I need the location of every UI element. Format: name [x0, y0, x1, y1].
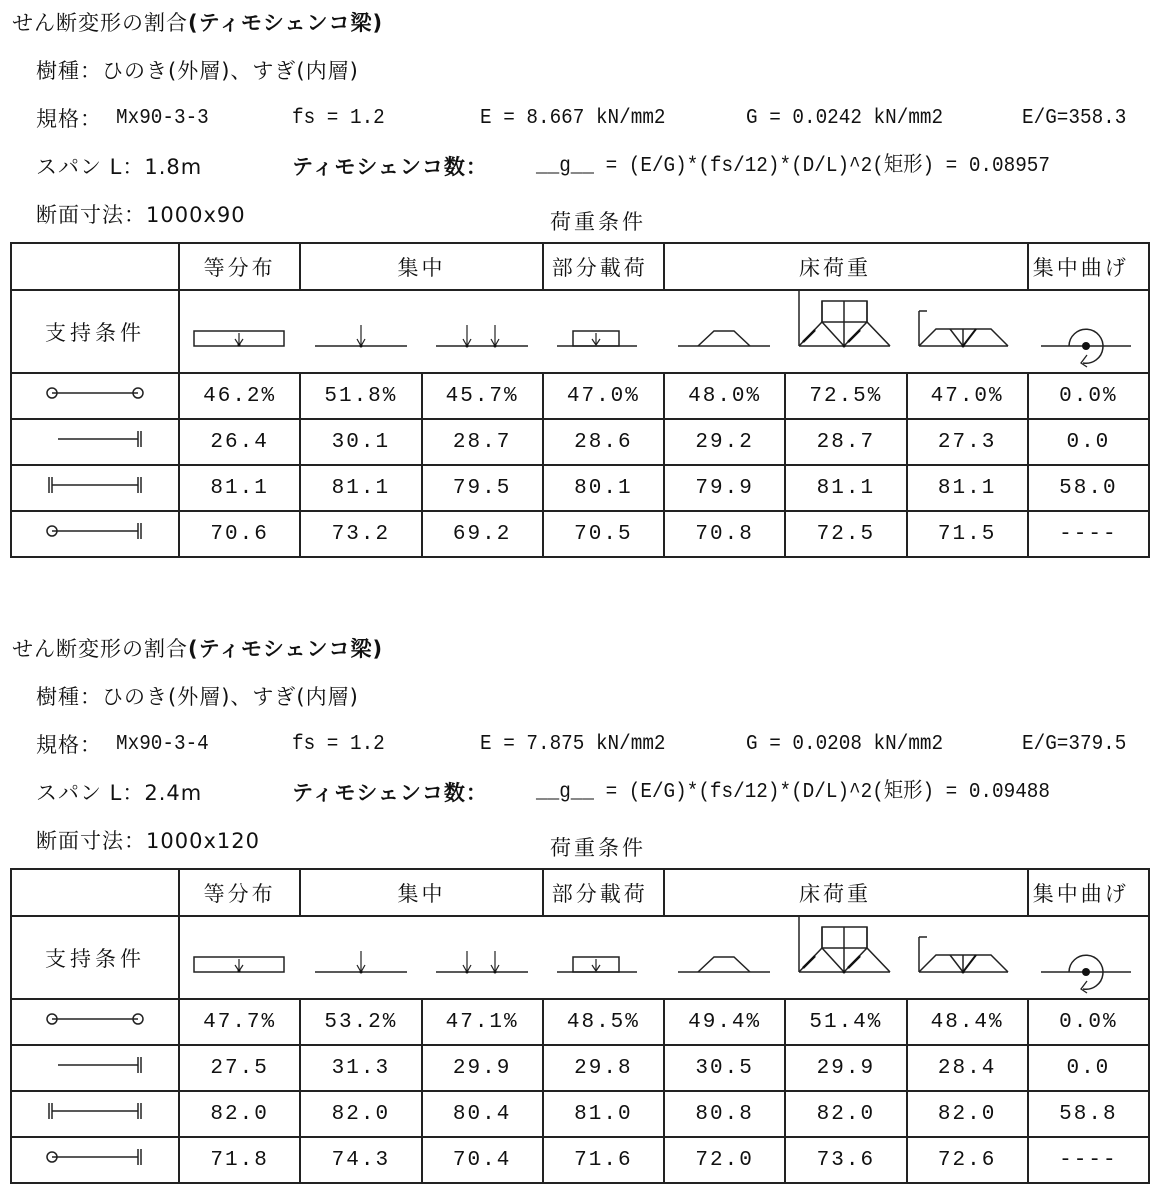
uniform-load-icon — [180, 917, 301, 998]
e-over-g: E/G=379.5 — [1022, 733, 1127, 756]
timoshenko-label: ティモシェンコ数： — [292, 781, 488, 805]
value-cell: 30.5 — [664, 1045, 785, 1091]
spec-label: 規格： — [36, 107, 102, 131]
value-cell: 48.4% — [907, 999, 1028, 1045]
table-row — [11, 465, 1149, 511]
spec-value: Mx90-3-4 — [116, 733, 209, 756]
value-cell: 51.4% — [785, 999, 906, 1045]
value-cell: 29.9 — [785, 1045, 906, 1091]
value-cell: 29.2 — [664, 419, 785, 465]
free-fixed-support-icon — [40, 429, 150, 449]
value-cell: 74.3 — [300, 1137, 421, 1183]
value-cell: 51.8% — [300, 373, 421, 419]
header-point: 集中 — [300, 869, 543, 916]
value-cell: 49.4% — [664, 999, 785, 1045]
value-cell: 73.2 — [300, 511, 421, 557]
value-cell: 81.1 — [907, 465, 1028, 511]
value-cell: 70.4 — [422, 1137, 543, 1183]
value-cell: 0.0% — [1028, 999, 1149, 1045]
floor-load-b-icon — [906, 917, 1027, 998]
value-cell: 81.1 — [179, 465, 300, 511]
table-row — [11, 1045, 1149, 1091]
value-cell: 27.5 — [179, 1045, 300, 1091]
value-cell: 72.0 — [664, 1137, 785, 1183]
floor-load-a-icon — [785, 291, 906, 372]
moment-load-icon — [1027, 917, 1148, 998]
shear-ratio-table — [10, 868, 1150, 1184]
table-row — [11, 419, 1149, 465]
header-uniform: 等分布 — [179, 243, 300, 290]
header-moment: 集中曲げ — [1028, 869, 1149, 916]
g-modulus: G = 0.0242 kN/mm2 — [746, 107, 944, 130]
value-cell: 29.8 — [543, 1045, 664, 1091]
table-row — [11, 999, 1149, 1045]
support-free-fixed — [11, 419, 179, 465]
value-cell: 82.0 — [300, 1091, 421, 1137]
point-load-center-icon — [301, 291, 422, 372]
table-row — [11, 1137, 1149, 1183]
e-over-g: E/G=358.3 — [1022, 107, 1127, 130]
timoshenko-label: ティモシェンコ数： — [292, 155, 488, 179]
result-rows — [11, 999, 1149, 1183]
pinned-pinned-support-icon — [40, 1009, 150, 1029]
value-cell: 72.5% — [785, 373, 906, 419]
support-pinned-pinned — [11, 999, 179, 1045]
two-point-load-icon — [422, 917, 543, 998]
span-line: スパン L：1.8m — [36, 155, 203, 179]
header-partial: 部分載荷 — [543, 243, 664, 290]
load-condition-label: 荷重条件 — [550, 210, 646, 234]
value-cell: 71.8 — [179, 1137, 300, 1183]
load-condition-label: 荷重条件 — [550, 836, 646, 860]
value-cell: 79.5 — [422, 465, 543, 511]
e-modulus: E = 8.667 kN/mm2 — [480, 107, 666, 130]
species-line: 樹種：ひのき(外層)、すぎ(内層) — [36, 59, 359, 83]
pinned-fixed-support-icon — [40, 1147, 150, 1167]
value-cell: 81.0 — [543, 1091, 664, 1137]
fs-value: fs = 1.2 — [292, 733, 385, 756]
value-cell: 46.2% — [179, 373, 300, 419]
value-cell: 58.8 — [1028, 1091, 1149, 1137]
value-cell: 0.0 — [1028, 419, 1149, 465]
header-point: 集中 — [300, 243, 543, 290]
value-cell: 70.5 — [543, 511, 664, 557]
shear-ratio-table — [10, 242, 1150, 558]
result-rows — [11, 373, 1149, 557]
section-title: せん断変形の割合(ティモシェンコ梁) — [12, 11, 384, 35]
e-modulus: E = 7.875 kN/mm2 — [480, 733, 666, 756]
g-modulus: G = 0.0208 kN/mm2 — [746, 733, 944, 756]
value-cell: 53.2% — [300, 999, 421, 1045]
value-cell: 47.0% — [907, 373, 1028, 419]
value-cell: 69.2 — [422, 511, 543, 557]
point-load-center-icon — [301, 917, 422, 998]
value-cell: 72.6 — [907, 1137, 1028, 1183]
value-cell: 48.0% — [664, 373, 785, 419]
value-cell: 28.6 — [543, 419, 664, 465]
load-icons-row — [179, 916, 1149, 999]
value-cell: 73.6 — [785, 1137, 906, 1183]
value-cell: 81.1 — [785, 465, 906, 511]
support-pinned-pinned — [11, 373, 179, 419]
free-fixed-support-icon — [40, 1055, 150, 1075]
value-cell: 28.7 — [785, 419, 906, 465]
value-cell: 28.7 — [422, 419, 543, 465]
header-floor: 床荷重 — [664, 243, 1028, 290]
floor-load-a-icon — [785, 917, 906, 998]
value-cell: 82.0 — [179, 1091, 300, 1137]
value-cell: 70.6 — [179, 511, 300, 557]
support-condition-header: 支持条件 — [11, 916, 179, 999]
support-condition-header: 支持条件 — [11, 290, 179, 373]
fixed-fixed-support-icon — [40, 1101, 150, 1121]
two-point-load-icon — [422, 291, 543, 372]
support-pinned-fixed — [11, 1137, 179, 1183]
fs-value: fs = 1.2 — [292, 107, 385, 130]
value-cell: 29.9 — [422, 1045, 543, 1091]
value-cell: 72.5 — [785, 511, 906, 557]
section-dimension: 断面寸法：1000x90 — [36, 203, 246, 227]
floor-load-b-icon — [906, 291, 1027, 372]
pinned-fixed-support-icon — [40, 521, 150, 541]
table-row — [11, 373, 1149, 419]
value-cell: 70.8 — [664, 511, 785, 557]
value-cell: 71.5 — [907, 511, 1028, 557]
value-cell: 48.5% — [543, 999, 664, 1045]
value-cell: 26.4 — [179, 419, 300, 465]
partial-load-icon — [543, 917, 664, 998]
header-uniform: 等分布 — [179, 869, 300, 916]
support-free-fixed — [11, 1045, 179, 1091]
value-cell: 58.0 — [1028, 465, 1149, 511]
support-fixed-fixed — [11, 1091, 179, 1137]
timoshenko-formula: __g__ = (E/G)*(fs/12)*(D/L)^2(矩形) = 0.08957 — [536, 155, 1050, 178]
table-row — [11, 1091, 1149, 1137]
uniform-load-icon — [180, 291, 301, 372]
spec-value: Mx90-3-3 — [116, 107, 209, 130]
load-icons-row — [179, 290, 1149, 373]
spec-label: 規格： — [36, 733, 102, 757]
header-partial: 部分載荷 — [543, 869, 664, 916]
value-cell: 27.3 — [907, 419, 1028, 465]
header-moment: 集中曲げ — [1028, 243, 1149, 290]
value-cell: 31.3 — [300, 1045, 421, 1091]
support-fixed-fixed — [11, 465, 179, 511]
value-cell: 30.1 — [300, 419, 421, 465]
value-cell: 81.1 — [300, 465, 421, 511]
header-floor: 床荷重 — [664, 869, 1028, 916]
value-cell: 0.0 — [1028, 1045, 1149, 1091]
value-cell: 45.7% — [422, 373, 543, 419]
value-cell: 80.8 — [664, 1091, 785, 1137]
value-cell: 47.1% — [422, 999, 543, 1045]
value-cell: ---- — [1028, 511, 1149, 557]
value-cell: 71.6 — [543, 1137, 664, 1183]
support-pinned-fixed — [11, 511, 179, 557]
section-dimension: 断面寸法：1000x120 — [36, 829, 260, 853]
corner-cell — [11, 869, 179, 916]
value-cell: 47.7% — [179, 999, 300, 1045]
corner-cell — [11, 243, 179, 290]
pinned-pinned-support-icon — [40, 383, 150, 403]
value-cell: 47.0% — [543, 373, 664, 419]
table-row — [11, 511, 1149, 557]
moment-load-icon — [1027, 291, 1148, 372]
value-cell: 82.0 — [907, 1091, 1028, 1137]
section-title: せん断変形の割合(ティモシェンコ梁) — [12, 637, 384, 661]
fixed-fixed-support-icon — [40, 475, 150, 495]
value-cell: ---- — [1028, 1137, 1149, 1183]
trapezoid-load-icon — [664, 291, 785, 372]
partial-load-icon — [543, 291, 664, 372]
value-cell: 28.4 — [907, 1045, 1028, 1091]
value-cell: 80.4 — [422, 1091, 543, 1137]
value-cell: 82.0 — [785, 1091, 906, 1137]
species-line: 樹種：ひのき(外層)、すぎ(内層) — [36, 685, 359, 709]
value-cell: 79.9 — [664, 465, 785, 511]
value-cell: 0.0% — [1028, 373, 1149, 419]
value-cell: 80.1 — [543, 465, 664, 511]
span-line: スパン L：2.4m — [36, 781, 203, 805]
timoshenko-formula: __g__ = (E/G)*(fs/12)*(D/L)^2(矩形) = 0.09488 — [536, 781, 1050, 804]
trapezoid-load-icon — [664, 917, 785, 998]
